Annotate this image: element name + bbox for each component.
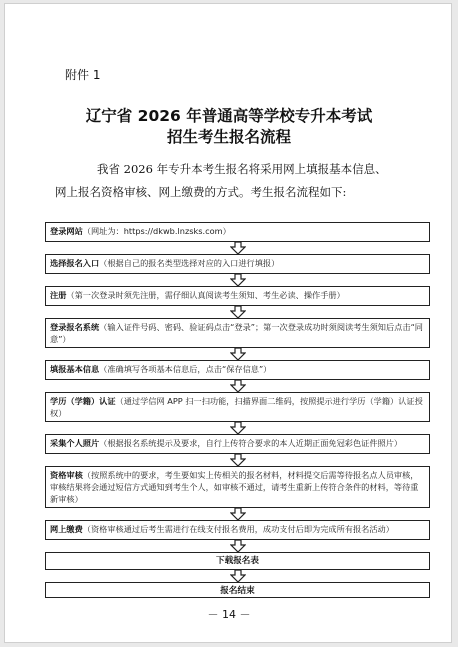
down-arrow-icon	[230, 570, 246, 582]
down-arrow-icon	[230, 348, 246, 360]
down-arrow-icon	[230, 454, 246, 466]
down-arrow-icon	[230, 380, 246, 392]
step-login-system: 登录报名系统（输入证件号码、密码、验证码点击“登录”；第一次登录成功时须阅读考生须知后点击“同意”）	[45, 318, 430, 348]
down-arrow-icon	[230, 540, 246, 552]
intro-paragraph-line1: 我省 2026 年专升本考生报名将采用网上填报基本信息、	[97, 162, 387, 176]
step-registration-end: 报名结束	[45, 582, 430, 598]
step-education-verification: 学历（学籍）认证（通过学信网 APP 扫一扫功能，扫描界面二维码，按照提示进行学历（学籍）认证授权）	[45, 392, 430, 422]
step-download-form: 下载报名表	[45, 552, 430, 570]
down-arrow-icon	[230, 508, 246, 520]
attachment-label: 附件 1	[65, 68, 101, 82]
step-collect-photo: 采集个人照片（根据报名系统提示及要求，自行上传符合要求的本人近期正面免冠彩色证件照片）	[45, 434, 430, 454]
step-online-payment: 网上缴费（资格审核通过后考生需进行在线支付报名费用，成功支付后即为完成所有报名活动）	[45, 520, 430, 540]
page-number: － 14 －	[207, 608, 251, 621]
step-select-entry: 选择报名入口（根据自己的报名类型选择对应的入口进行填报）	[45, 254, 430, 274]
document-page	[4, 3, 452, 643]
document-title-line1: 辽宁省 2026 年普通高等学校专升本考试	[85, 107, 373, 125]
intro-paragraph-line2: 网上报名资格审核、网上缴费的方式。考生报名流程如下:	[55, 185, 347, 199]
down-arrow-icon	[230, 306, 246, 318]
down-arrow-icon	[230, 422, 246, 434]
step-fill-basic-info: 填报基本信息（准确填写各项基本信息后，点击“保存信息”）	[45, 360, 430, 380]
down-arrow-icon	[230, 242, 246, 254]
step-register: 注册（第一次登录时须先注册，需仔细认真阅读考生须知、考生必读、操作手册）	[45, 286, 430, 306]
step-login-site: 登录网站（网址为：https://dkwb.lnzsks.com）	[45, 222, 430, 242]
down-arrow-icon	[230, 274, 246, 286]
step-qualification-review: 资格审核（按照系统中的要求，考生要如实上传相关的报名材料，材料提交后需等待报名点人员审核，审核结果将会通过短信方式通知到考生个人，如审核不通过，请考生重新上传符合条件的材料，等待重新审核）	[45, 466, 430, 508]
document-title-line2: 招生考生报名流程	[166, 128, 291, 146]
